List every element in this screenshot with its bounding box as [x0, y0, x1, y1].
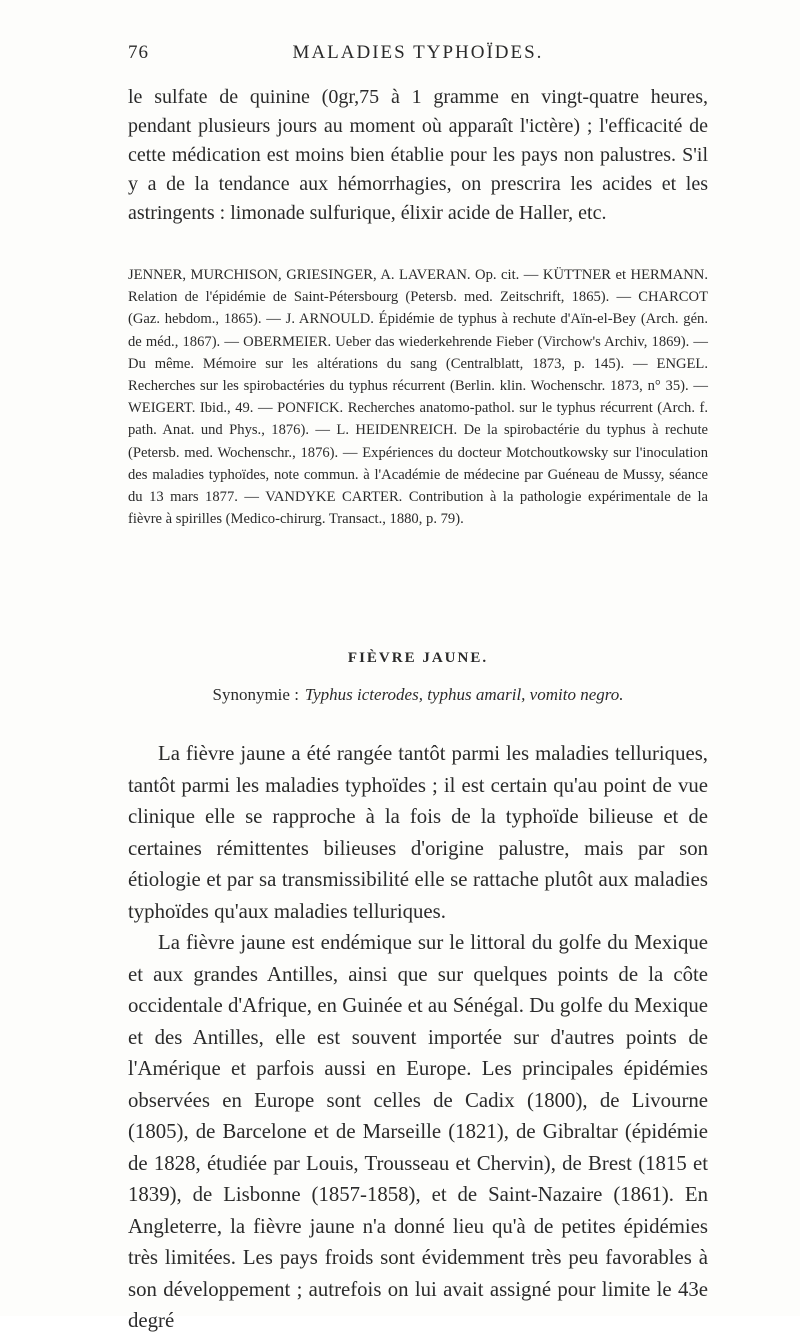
body-paragraph: La fièvre jaune a été rangée tantôt parmi les maladies telluriques, tantôt parmi les maladies typhoïdes ; il est certain qu'au point de vue clinique elle se rapproche à la fois de la typhoïde bilieuse et de certaines rémittentes bilieuses d'origine palustre, mais par son étiologie et par sa transmissibilité elle se rattache plutôt aux maladies typhoïdes qu'aux maladies telluriques.: [128, 742, 708, 923]
bibliography-note: JENNER, MURCHISON, GRIESINGER, A. LAVERAN. Op. cit. — KÜTTNER et HERMANN. Relation de l'épidémie de Saint-Pétersbourg (Petersb. med. Zeitschrift, 1865). — CHARCOT (Gaz. hebdom., 1865). — J. ARNOULD. Épidémie de typhus à rechute d'Aïn-el-Bey (Arch. gén. de méd., 1867). — OBERMEIER. Ueber das wiederkehrende Fieber (Virchow's Archiv, 1869). — Du même. Mémoire sur les altérations du sang (Centralblatt, 1873, p. 145). — ENGEL. Recherches sur les spirobactéries du typhus récurrent (Berlin. klin. Wochenschr. 1873, n° 35). — WEIGERT. Ibid., 49. — PONFICK. Recherches anatomo-pathol. sur le typhus récurrent (Arch. f. path. Anat. und Phys., 1876). — L. HEIDENREICH. De la spirobactérie du typhus à rechute (Petersb. med. Wochenschr., 1876). — Expériences du docteur Motchoutkowsky sur l'inoculation des maladies typhoïdes, note commun. à l'Académie de médecine par Guéneau de Mussy, séance du 13 mars 1877. — VANDYKE CARTER. Contribution à la pathologie expérimentale de la fièvre à spirilles (Medico-chirurg. Transact., 1880, p. 79).: [128, 267, 708, 528]
section-title: FIÈVRE JAUNE.: [347, 650, 489, 666]
page-header: [128, 42, 708, 66]
page-number: 76: [128, 42, 149, 63]
synonymie-label: Synonymie :: [212, 685, 299, 704]
synonymie-terms: Typhus icterodes, typhus amaril, vomito negro.: [304, 685, 624, 704]
intro-paragraph: le sulfate de quinine (0gr,75 à 1 gramme en vingt-quatre heures, pendant plusieurs jours au moment où apparaît l'ictère) ; l'efficacité de cette médication est moins bien établie pour les pays non palustres. S'il y a de la tendance aux hémorrhagies, on prescrira les acides et les astringents : limonade sulfurique, élixir acide de Haller, etc.: [128, 86, 708, 224]
body-paragraph: La fièvre jaune est endémique sur le littoral du golfe du Mexique et aux grandes Antilles, ainsi que sur quelques points de la côte occidentale d'Afrique, en Guinée et au Sénégal. Du golfe du Mexique et des Antilles, elle est souvent importée sur d'autres points de l'Amérique et parfois aussi en Europe. Les principales épidémies observées en Europe sont celles de Cadix (1800), de Livourne (1805), de Barcelone et de Marseille (1821), de Gibraltar (épidémie de 1828, étudiée par Louis, Trousseau et Chervin), de Brest (1815 et 1839), de Lisbonne (1857-1858), et de Saint-Nazaire (1861). En Angleterre, la fièvre jaune n'a donné lieu qu'à de petites épidémies très limitées. Les pays froids sont évidemment très peu favorables à son développement ; autrefois on lui avait assigné pour limite le 43e degré: [128, 931, 708, 1332]
running-title: MALADIES TYPHOÏDES.: [292, 42, 544, 63]
synonymie-line: [128, 685, 708, 705]
section-body: [128, 738, 708, 1337]
